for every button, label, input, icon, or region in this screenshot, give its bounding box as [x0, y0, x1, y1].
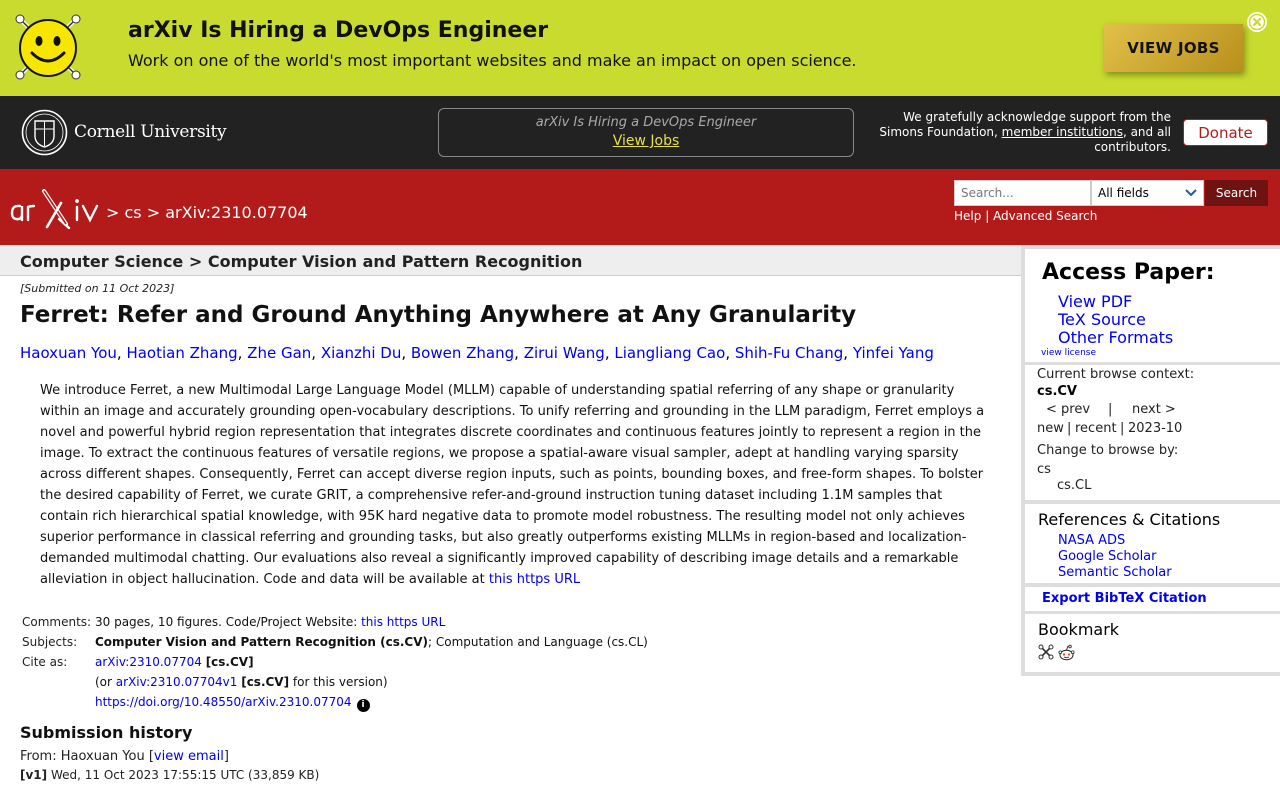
link-sep: | [985, 209, 990, 223]
cornell-wordmark[interactable]: Cornell University [74, 122, 227, 142]
from-label: From: Haoxuan You [ [20, 749, 154, 764]
abstract-text: We introduce Ferret, a new Multimodal Large Language Model (MLLM) capable of understanding spatial referring of any shape or granularity within an image and accurately grounding open-vocabulary descriptions. To unify referring and grounding in the LLM paradigm, Ferret employs a novel and powerful hybrid region representation that integrates discrete coordinates and continuous features jointly to represent a region in the image. To extract the continuous features of versatile regions, we propose a spatial-aware visual sampler, adept at handling varying sparsity across different shapes. Consequently, Ferret can accept diverse region inputs, such as points, bounding boxes, and free-form shapes. To bolster the desired capability of Ferret, we curate GRIT, a comprehensive refer-and-ground instruction tuning dataset including 1.1M samples that contain rich hierarchical spatial knowledge, with 95K hard negative data to promote model robustness. The resulting model not only achieves superior performance in classical referring and grounding tasks, but also greatly outperforms existing MLLMs in region-based and localization-demanded multimodal chatting. Our evaluations also reveal a significantly improved capability of describing image details and a remarkable alleviation in object hallucination. Code and data will be available at [40, 383, 985, 587]
comments-value [95, 612, 445, 632]
info-icon[interactable]: i [357, 699, 370, 712]
sidebar [1021, 245, 1280, 676]
author-link[interactable]: Bowen Zhang [410, 344, 515, 362]
view-jobs-link[interactable]: View Jobs [612, 133, 680, 149]
view-email-link[interactable]: view email [153, 749, 224, 764]
nav-sep: | [1120, 421, 1125, 436]
export-bibtex-link[interactable]: Export BibTeX Citation [1042, 591, 1207, 606]
bibtex-box [1025, 587, 1280, 611]
comments-text: 30 pages, 10 figures. Code/Project Website: [95, 615, 362, 629]
cite-version [95, 672, 388, 692]
author-link[interactable]: Zirui Wang [523, 344, 605, 362]
cite-tag: [cs.CV] [205, 655, 254, 669]
page-title: Ferret: Refer and Ground Anything Anywhere at Any Granularity [20, 302, 857, 328]
view-jobs-button[interactable]: VIEW JOBS [1104, 24, 1243, 72]
nasa-ads-link[interactable]: NASA ADS [1058, 533, 1126, 548]
bookmark-heading: Bookmark [1038, 620, 1120, 639]
author-link[interactable]: Liangliang Cao [614, 344, 726, 362]
prev-link[interactable]: < prev [1046, 402, 1091, 417]
author-link[interactable]: Haoxuan You [20, 344, 117, 362]
semantic-scholar-link[interactable]: Semantic Scholar [1058, 565, 1172, 580]
submitted-date: [Submitted on 11 Oct 2023] [20, 282, 175, 295]
view-pdf-link[interactable]: View PDF [1058, 292, 1133, 311]
close-icon[interactable] [1246, 11, 1268, 33]
references-box [1025, 504, 1280, 583]
context-label: Current browse context: [1037, 367, 1195, 382]
field-select[interactable] [1091, 180, 1204, 206]
cite-version-row [22, 672, 648, 692]
chevron-down-icon [1185, 189, 1197, 197]
browse-cs-link[interactable]: cs [1037, 462, 1051, 477]
bookmark-box [1025, 614, 1280, 672]
doi-link[interactable]: https://doi.org/10.48550/arXiv.2310.07704 [95, 695, 352, 709]
author-link[interactable]: Haotian Zhang [126, 344, 238, 362]
browse-context-box [1025, 365, 1280, 500]
cite-v1-post: for this version) [289, 675, 388, 689]
cite-v1-tag: [cs.CV] [241, 675, 290, 689]
author-link[interactable]: Yinfei Yang [852, 344, 934, 362]
breadcrumb-sep: > [146, 203, 161, 222]
browse-cscl-link[interactable]: cs.CL [1057, 478, 1092, 493]
references-heading: References & Citations [1038, 510, 1221, 529]
comments-label: Comments: [22, 615, 92, 629]
cite-id-link[interactable]: arXiv:2310.07704 [95, 655, 202, 669]
cite-row [22, 652, 648, 672]
doi-row [22, 692, 648, 712]
subjects-primary: Computer Vision and Pattern Recognition (cs.CV) [95, 635, 428, 649]
cite-v1-link[interactable]: arXiv:2310.07704v1 [115, 675, 238, 689]
cite-label: Cite as: [22, 655, 68, 669]
comments-row [22, 612, 648, 632]
search-input[interactable]: Search... [954, 180, 1091, 206]
search-button[interactable]: Search [1205, 180, 1268, 206]
promo-box [438, 108, 854, 157]
access-paper-heading: Access Paper: [1042, 260, 1215, 285]
bookmark-icons [1038, 644, 1075, 661]
cornell-bar [0, 96, 1280, 169]
next-link[interactable]: next > [1132, 402, 1176, 417]
tex-source-link[interactable]: TeX Source [1058, 310, 1146, 329]
author-link[interactable]: Zhe Gan [247, 344, 312, 362]
submission-history-heading: Submission history [20, 723, 193, 742]
breadcrumb-sep: > [106, 203, 120, 222]
breadcrumb-id: arXiv:2310.07704 [165, 203, 308, 222]
breadcrumb-cs[interactable]: cs [124, 203, 142, 222]
support-pre: We gratefully acknowledge support from the Simons Foundation, [879, 110, 1171, 139]
subjects-label: Subjects: [22, 635, 78, 649]
member-institutions-link[interactable]: member institutions [1001, 125, 1123, 139]
submission-v1 [20, 768, 319, 782]
change-browse-label: Change to browse by: [1037, 443, 1179, 458]
cite-or: (or [95, 675, 116, 689]
doi-value [95, 692, 370, 712]
arxiv-logo-icon[interactable] [9, 189, 103, 231]
banner-title: arXiv Is Hiring a DevOps Engineer [128, 18, 549, 43]
cornell-seal-icon[interactable] [21, 109, 68, 156]
field-select-value: All fields [1098, 186, 1149, 200]
advanced-search-link[interactable]: Advanced Search [993, 209, 1098, 223]
reddit-icon[interactable] [1058, 644, 1075, 661]
donate-button[interactable]: Donate [1183, 119, 1268, 146]
promo-text: arXiv Is Hiring a DevOps Engineer [535, 115, 757, 130]
hiring-banner [0, 0, 1280, 96]
nav-sep: | [1067, 421, 1072, 436]
subjects-rest: ; Computation and Language (cs.CL) [427, 635, 648, 649]
month-link[interactable]: 2023-10 [1128, 421, 1183, 436]
v1-tag: [v1] [20, 768, 48, 782]
author-list: Haoxuan You, Haotian Zhang, Zhe Gan, Xianzhi Du, Bowen Zhang, Zirui Wang, Liangliang Cao, Shih-Fu Chang, Yinfei Yang [20, 344, 934, 362]
help-link[interactable]: Help [954, 209, 982, 223]
abstract [40, 380, 990, 590]
view-license-link[interactable]: view license [1041, 348, 1097, 358]
new-link[interactable]: new [1037, 421, 1064, 436]
subject-bar [0, 245, 1021, 276]
author-link[interactable]: Shih-Fu Chang [734, 344, 844, 362]
abstract-url-link[interactable]: this https URL [488, 572, 581, 587]
subjects-value [95, 632, 648, 652]
search-links [954, 209, 1097, 223]
support-post: , and all contributors. [1094, 125, 1171, 154]
v1-text: Wed, 11 Oct 2023 17:55:15 UTC (33,859 KB) [47, 768, 320, 782]
support-text [870, 110, 1171, 155]
author-link[interactable]: Xianzhi Du [320, 344, 402, 362]
banner-subtitle: Work on one of the world's most important websites and make an impact on open science. [128, 51, 857, 70]
smiley-logo-icon [14, 13, 82, 83]
comments-url-link[interactable]: this https URL [361, 615, 446, 629]
other-formats-link[interactable]: Other Formats [1058, 328, 1174, 347]
from-close: ] [223, 749, 229, 764]
breadcrumb [106, 203, 308, 222]
cite-value [95, 652, 254, 672]
recent-link[interactable]: recent [1075, 421, 1117, 436]
context-value: cs.CV [1037, 384, 1077, 399]
submission-from [20, 749, 229, 764]
google-scholar-link[interactable]: Google Scholar [1058, 549, 1157, 564]
bibsonomy-icon[interactable] [1038, 644, 1054, 660]
subject-path: Computer Science > Computer Vision and Pattern Recognition [20, 252, 583, 271]
nav-sep: | [1108, 402, 1113, 417]
access-paper-box [1025, 249, 1280, 362]
metadata-table [22, 612, 648, 712]
subjects-row [22, 632, 648, 652]
